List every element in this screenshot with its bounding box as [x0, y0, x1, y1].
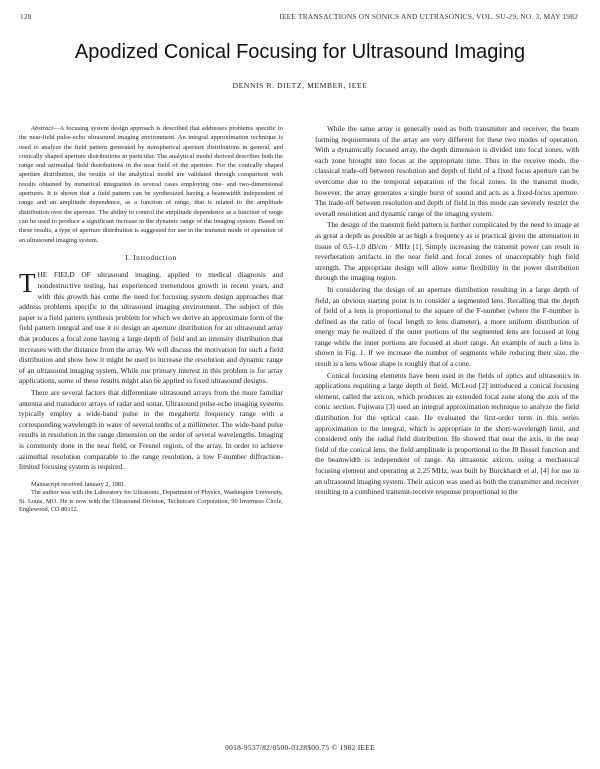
- drop-cap: T: [19, 268, 36, 299]
- right-paragraph-2: The design of the transmit field pattern is further complicated by the need to image at as great a depth as possible at as high a frequency as is practical given the attenuation in tissue of 0.5–1.0 dB/cm · MHz [1]. Simply increasing the transmit power can result in reverberation artifacts in the near field and focal zones of unacceptably high field strength. The appropriate design will allow some flexibility in the power distribution through the imaging region.: [315, 220, 579, 283]
- intro-paragraph-1: [19, 270, 283, 387]
- right-column: [315, 124, 579, 499]
- abstract-text: —A focusing system design approach is described that addresses problems specific to the near-field pulse-echo ultrasound imaging environment. An integral approximation technique is used to analyze the field pattern generated by nonspherical aperture distributions in general, and conically shaped aperture distributions in particular. The analytical model derived describes both the range and azimuthal field distributions in the near field of the aperture. For the conically shaped aperture distribution, the results of the analytical model are validated through comparison with results obtained by numerical integration in several cases employing one- and two-dimensional apertures. It is shown that a field pattern can be synthesized having a beamwidth independent of range and an amplitude dependence, as a function of range, that is related to the amplitude distribution over the aperture. The ability to control the amplitude dependence as a function of range can be used to produce a significant increase in the dynamic range of the imaging system. Based on these results, a type of aperture distribution is suggested for use in the transmit mode of operation of an ultrasound imaging system.: [19, 125, 283, 244]
- section-heading: I. Introduction: [125, 252, 177, 262]
- abstract: [19, 124, 283, 245]
- author-line: DENNIS R. DIETZ, MEMBER, IEEE: [232, 81, 368, 90]
- right-paragraph-1: While the same array is generally used as both transmitter and receiver, the beam forming requirements of the array are very different for these two modes of operation. With a dynamically focused array, the depth dimension is divided into focal zones, with each zone brought into focus at the appropriate time. Thus in the receive mode, the classical trade-off between resolution and depth of field of a fixed focus aperture can be overcome due to the temporal separation of the focal zones. In the transmit mode, however, the array generates a single burst of sound and acts as a fixed-focus aperture. The trade-off between resolution and depth of field in this mode can severely restrict the overall resolution and dynamic range of the imaging system.: [315, 124, 579, 218]
- paper-title: Apodized Conical Focusing for Ultrasound Imaging: [74, 41, 526, 63]
- page-number: 128: [20, 12, 32, 21]
- footnote: [19, 481, 283, 515]
- journal-name: IEEE TRANSACTIONS ON SONICS AND ULTRASONICS, VOL. SU-29, NO. 3, MAY 1982: [279, 12, 578, 21]
- footnote-affiliation: The author was with the Laboratory for Ultrasonic, Department of Physics, Washington University, St. Louis, MO. He is now with the Ultrasound Division, Technicare Corporation, 90 Inverness Circle, Englewood, CO 80112.: [19, 489, 283, 514]
- footnote-received: Manuscript received January 2, 1981.: [31, 480, 126, 488]
- intro-paragraph-2: There are several factors that differentiate ultrasound arrays from the more familiar antenna and transducer arrays of radar and sonar. Ultrasound pulse-echo imaging systems typically employ a wide-band pulse in the megahertz frequency range with a corresponding wavelength in water of several tenths of a millimeter. The wide-band pulse results in resolution in the range dimension on the order of several wavelengths. Imaging is commonly done in the near field, or Fresnel region, of the array. In order to achieve azimuthal resolution comparable to the range resolution, a low F-number diffraction-limited focusing system is required.: [19, 387, 283, 472]
- left-column: [19, 124, 283, 515]
- copyright-footer: 0018-9537/82/0500-0128$00.75 © 1982 IEEE: [225, 743, 375, 752]
- right-paragraph-4: Conical focusing elements have been used in the fields of optics and ultrasonics in applications requiring a large depth of field. McLeod [2] introduced a conical focusing element, called the axicon, which produces an extended focal zone along the axis of the conic section. Fujiwara [3] used an integral approximation technique to analyze the field distribution for the optical case. He evaluated the first-order term in this series approximation to the integral, which is appropriate in the short-wavelength limit, and considered only the radial field distribution. He showed that near the axis, in the near field of the conical lens, the field amplitude is proportional to the J0 Bessel function and the beamwidth is independent of range. An ultrasonic axicon, using a mechanical focusing element and operating at 2.25 MHz, was built by Burckhardt et al. [4] for use in an ultrasound imaging system. Their axicon was used as both the transmitter and receiver resulting in a combined transmit-receive response proportional to the: [315, 370, 579, 497]
- abstract-label: Abstract: [31, 125, 54, 132]
- right-paragraph-3: In considering the design of an aperture distribution resulting in a large depth of field, an obvious starting point is to consider a segmented lens. Recalling that the depth of field of a lens is proportional to the square of the F-number (where the F-number is defined as the ratio of focal length to lens diameter), a more uniform distribution of energy may be realized if the outer portions of the segmented lens are focused at long range while the inner portions are focused at short range. An example of such a lens is shown in Fig. 1. If we increase the number of segments while reducing their size, the result is a lens whose shape is roughly that of a cone.: [315, 284, 579, 369]
- intro-paragraph-1-text: HE FIELD OF ultrasound imaging, applied to medical diagnosis and nondestructive testing, has experienced tremendous growth in recent years, and with this growth has come the need for focusing system design approaches that address problems specific to the ultrasound imaging environment. The subject of this paper is a field pattern synthesis problem for which we derive an approximate form of the field pattern integral and use it to design an aperture distribution for an ultrasound array that produces a focal zone having a large depth of field and an intensity distribution that increases with the distance from the array. We will discuss the motivation for such a field distribution and show how it might be used to increase the resolution and dynamic range of an ultrasound imaging system. While our primary interest in this problem is for array applications, some of these results might also be applied to fixed ultrasound designs.: [19, 270, 283, 386]
